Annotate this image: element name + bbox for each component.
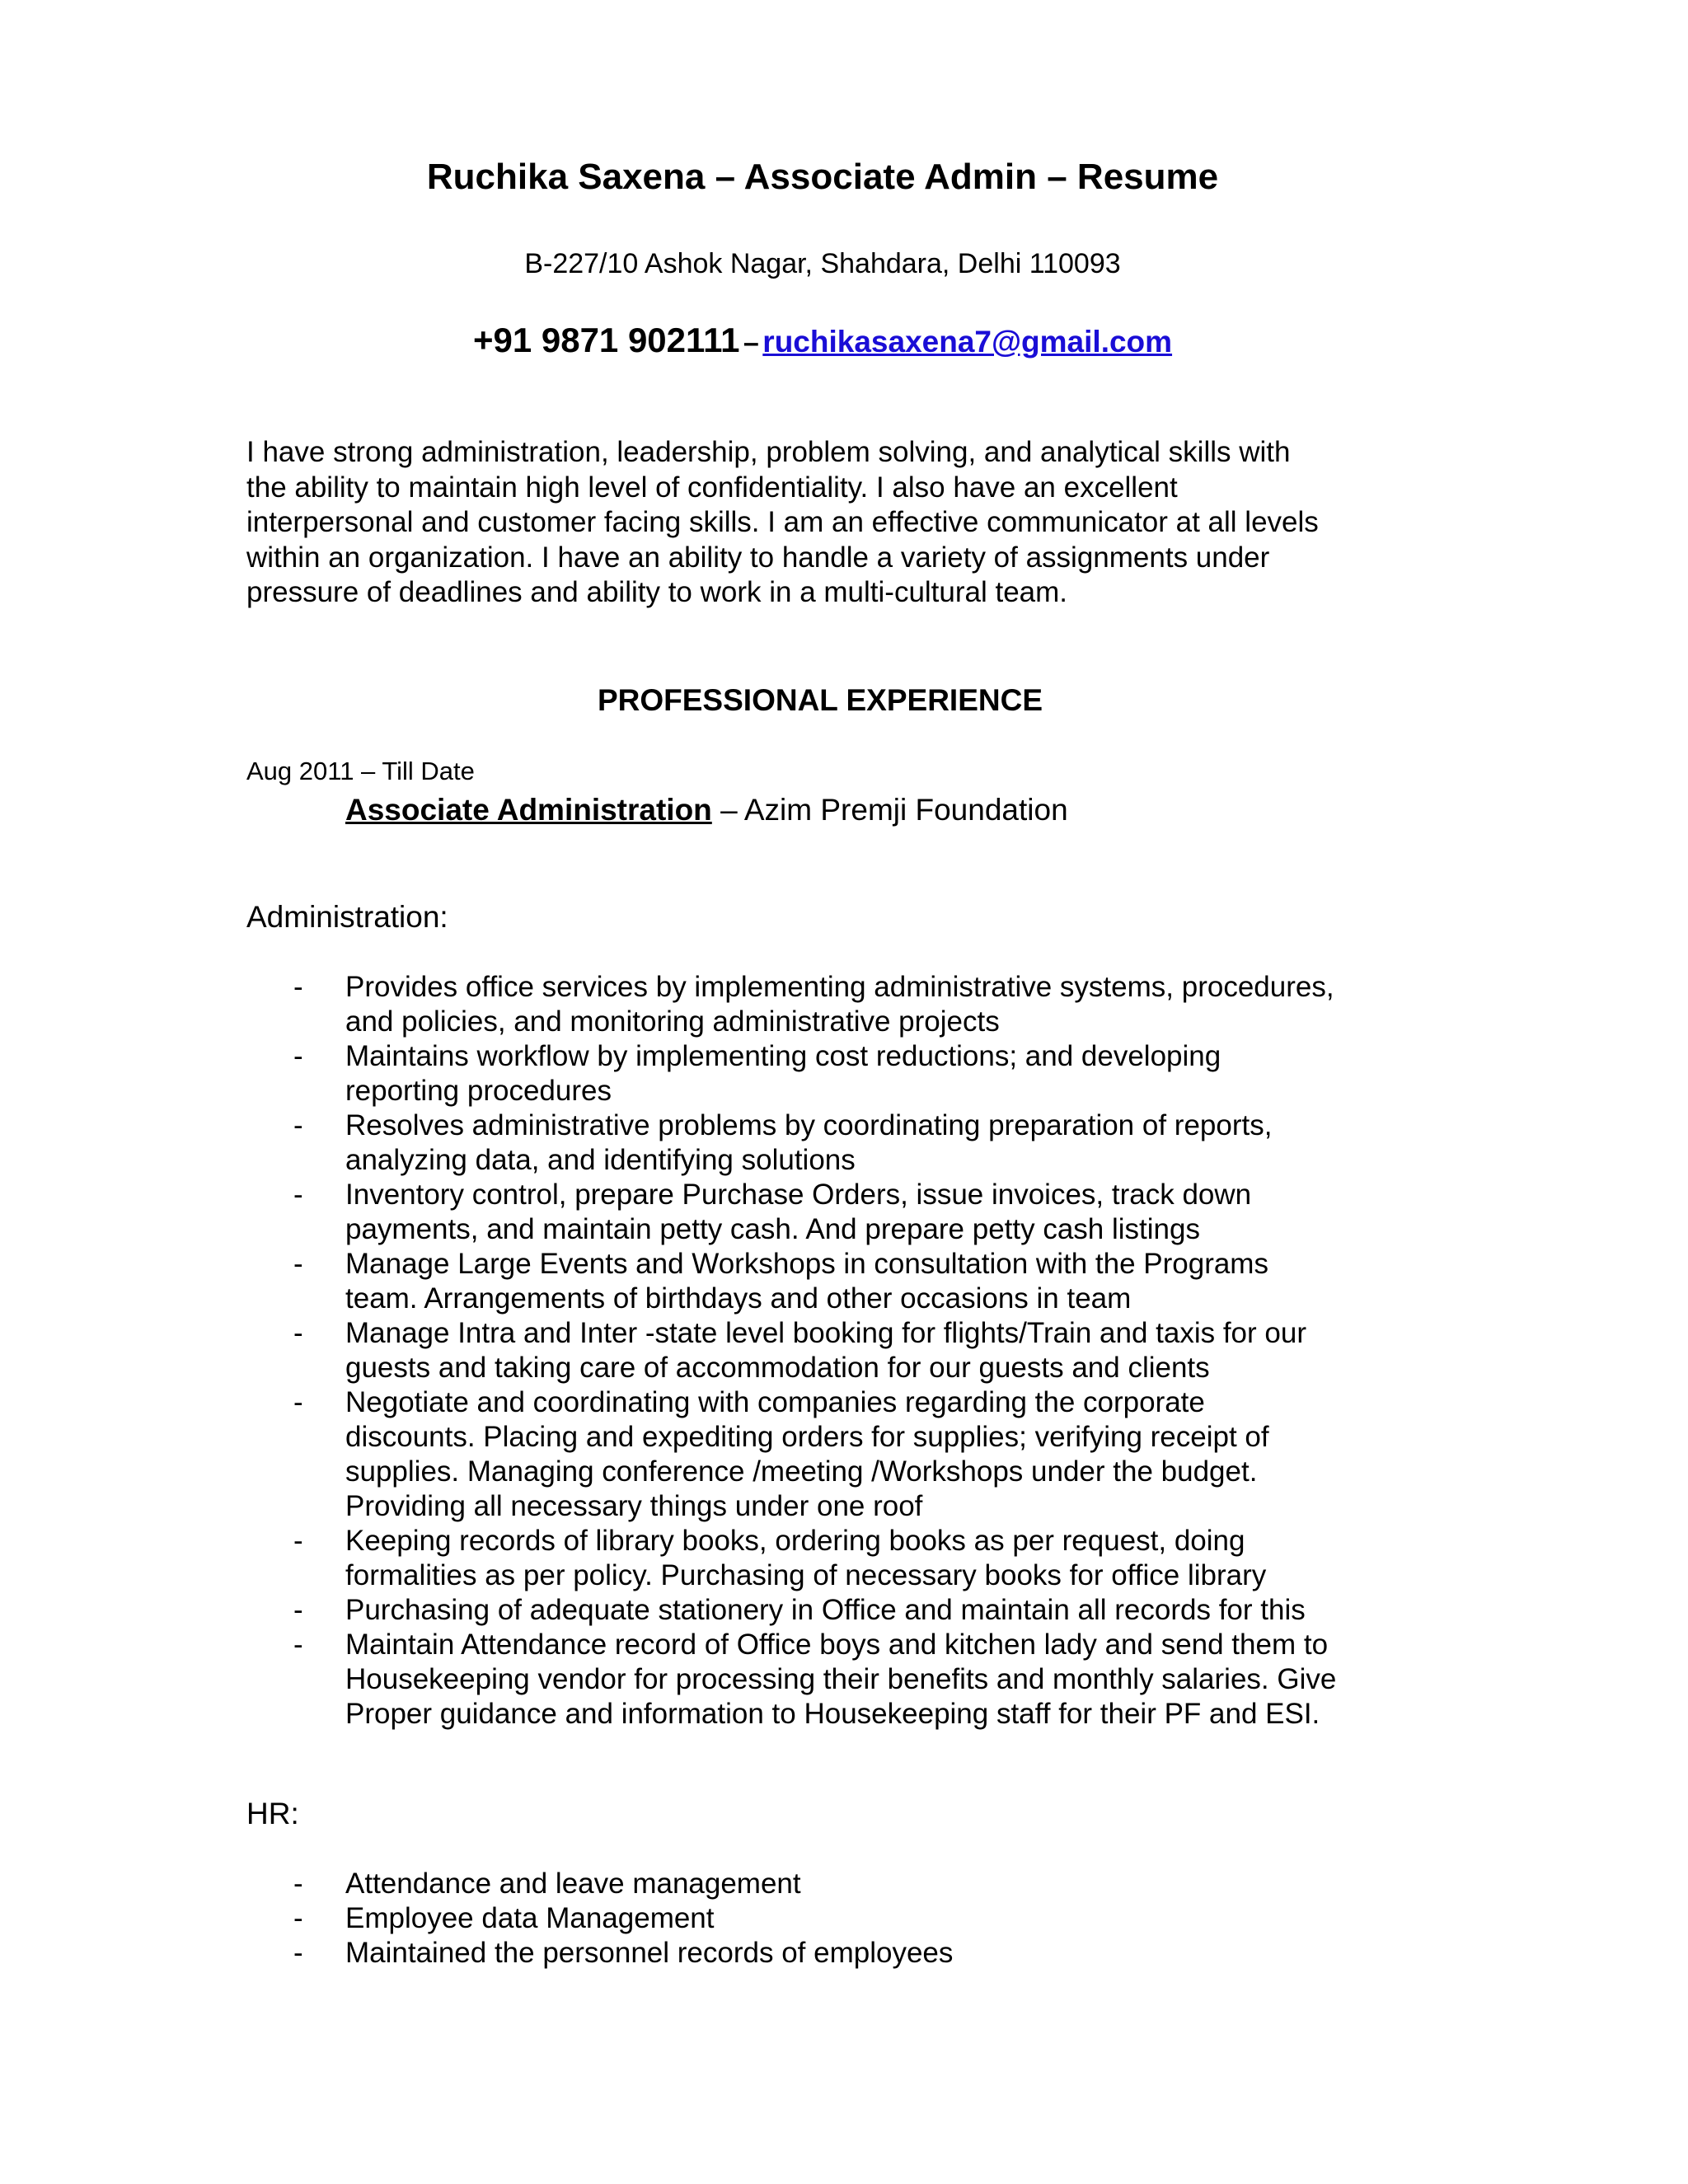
list-item	[0, 1628, 1688, 1732]
professional-experience-heading: PROFESSIONAL EXPERIENCE	[597, 683, 1043, 717]
list-item	[0, 1108, 1688, 1178]
administration-list	[0, 970, 1688, 1732]
list-item-text: Maintain Attendance record of Office boys and kitchen lady and send them to Housekeeping vendor for processing their benefits and monthly salaries. Give Proper guidance and information to Housekeeping staff for their PF and ESI.	[345, 1629, 1337, 1730]
list-item	[0, 1247, 1688, 1316]
list-item-text: Resolves administrative problems by coordinating preparation of reports, analyzing data, and identifying solutions	[345, 1109, 1273, 1176]
list-item	[0, 1039, 1688, 1108]
job-line	[345, 790, 1068, 831]
summary-line: within an organization. I have an ability to handle a variety of assignments under	[246, 541, 1270, 574]
list-item-text: Employee data Management	[345, 1902, 715, 1934]
job-date-range: Aug 2011 – Till Date	[246, 757, 475, 785]
list-item-text: Maintains workflow by implementing cost reductions; and developing reporting procedures	[345, 1040, 1221, 1107]
summary-line: the ability to maintain high level of confidentiality. I also have an excellent	[246, 471, 1178, 504]
list-item	[0, 1901, 1688, 1936]
resume-title: Ruchika Saxena – Associate Admin – Resume	[426, 157, 1219, 197]
email-link[interactable]: ruchikasaxena7@gmail.com	[762, 325, 1173, 359]
bullet-dash: -	[293, 1109, 303, 1141]
list-item	[0, 1524, 1688, 1593]
list-item-text: Negotiate and coordinating with companies regarding the corporate discounts. Placing and expediting orders for supplies; verifying receipt of supplies. Managing conference /meeting /Workshops under the budget. Providing all necessary things under one roof	[345, 1386, 1269, 1522]
list-item-text: Keeping records of library books, ordering books as per request, doing formalities as per policy. Purchasing of necessary books for office library	[345, 1525, 1267, 1591]
summary-paragraph	[246, 435, 1417, 611]
contact-line	[0, 317, 1645, 372]
bullet-dash: -	[293, 1629, 303, 1661]
phone-number: +91 9871 902111	[472, 321, 740, 359]
bullet-dash: -	[293, 1525, 303, 1557]
hr-heading: HR:	[246, 1797, 299, 1830]
job-company: – Azim Premji Foundation	[720, 793, 1068, 827]
summary-line: I have strong administration, leadership, problem solving, and analytical skills with	[246, 436, 1291, 468]
list-item-text: Purchasing of adequate stationery in Office and maintain all records for this	[345, 1594, 1306, 1626]
bullet-dash: -	[293, 1594, 303, 1626]
list-item	[0, 1593, 1688, 1628]
bullet-dash: -	[293, 1902, 303, 1934]
list-item	[0, 1316, 1688, 1385]
bullet-dash: -	[293, 971, 303, 1003]
summary-line: pressure of deadlines and ability to work in a multi-cultural team.	[246, 576, 1068, 608]
list-item	[0, 970, 1688, 1039]
bullet-dash: -	[293, 1040, 303, 1072]
administration-heading: Administration:	[246, 900, 448, 934]
bullet-dash: -	[293, 1386, 303, 1418]
bullet-dash: -	[293, 1317, 303, 1349]
summary-line: interpersonal and customer facing skills. I am an effective communicator at all levels	[246, 506, 1319, 538]
list-item-text: Provides office services by implementing administrative systems, procedures, and policies, and monitoring administrative projects	[345, 971, 1334, 1038]
list-item-text: Maintained the personnel records of employees	[345, 1937, 954, 1969]
bullet-dash: -	[293, 1937, 303, 1969]
hr-list	[0, 1867, 1688, 1971]
list-item	[0, 1936, 1688, 1971]
list-item-text: Manage Intra and Inter -state level booking for flights/Train and taxis for our guests and taking care of accommodation for our guests and clients	[345, 1317, 1306, 1384]
contact-separator: –	[743, 327, 759, 359]
job-title: Associate Administration	[345, 793, 712, 827]
list-item	[0, 1178, 1688, 1247]
bullet-dash: -	[293, 1179, 303, 1211]
address: B-227/10 Ashok Nagar, Shahdara, Delhi 110093	[524, 248, 1121, 279]
list-item	[0, 1385, 1688, 1524]
list-item	[0, 1867, 1688, 1901]
bullet-dash: -	[293, 1868, 303, 1900]
list-item-text: Attendance and leave management	[345, 1868, 801, 1900]
list-item-text: Manage Large Events and Workshops in consultation with the Programs team. Arrangements of birthdays and other occasions in team	[345, 1248, 1268, 1315]
bullet-dash: -	[293, 1248, 303, 1280]
list-item-text: Inventory control, prepare Purchase Orders, issue invoices, track down payments, and maintain petty cash. And prepare petty cash listings	[345, 1179, 1252, 1245]
